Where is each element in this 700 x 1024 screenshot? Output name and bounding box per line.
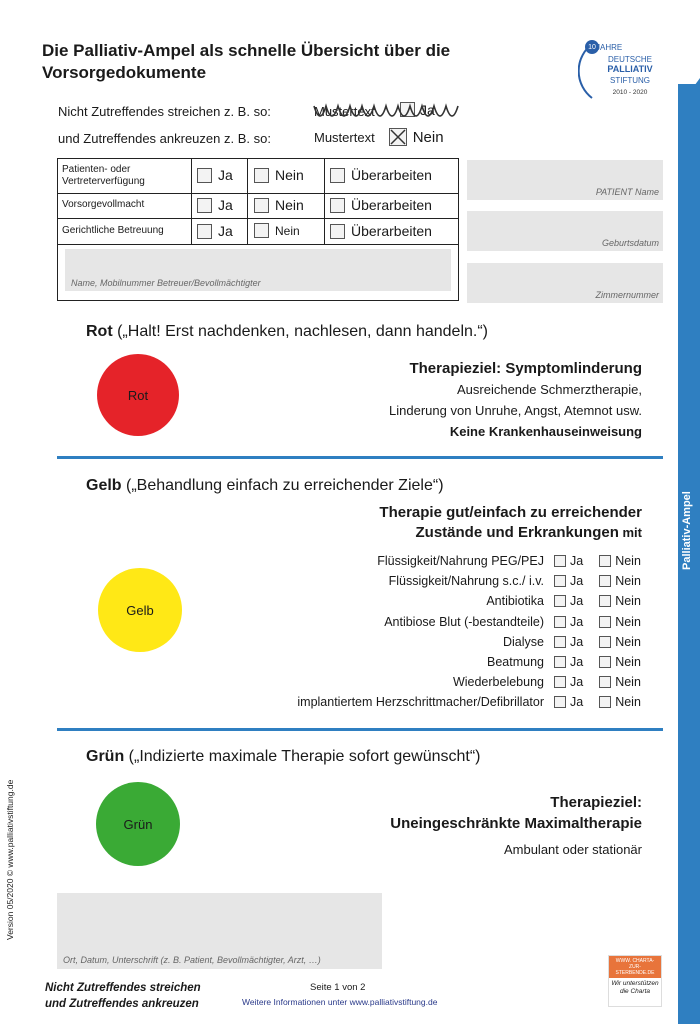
nein-checkbox[interactable]: [599, 575, 611, 587]
info-link[interactable]: Weitere Informationen unter www.palliativstiftung.de: [242, 997, 438, 1007]
ja-checkbox[interactable]: [554, 696, 566, 708]
yellow-traffic-light: Gelb: [98, 568, 182, 652]
list-item: Antibiotika Ja Nein: [486, 594, 641, 609]
ja-checkbox[interactable]: [197, 198, 212, 213]
room-number-field[interactable]: Zimmernummer: [467, 263, 663, 303]
charta-badge: WWW. CHARTA-ZUR- STERBENDE.DE Wir unterstützen die Charta: [608, 955, 662, 1007]
ja-checkbox[interactable]: [554, 595, 566, 607]
page-title: Die Palliativ-Ampel als schnelle Übersicht über die Vorsorgedokumente: [42, 41, 451, 82]
nein-checkbox[interactable]: [599, 696, 611, 708]
signature-field[interactable]: Ort, Datum, Unterschrift (z. B. Patient, Bevollmächtigter, Arzt, …): [57, 893, 382, 969]
therapy-label: implantiertem Herzschrittmacher/Defibrillator: [297, 695, 544, 710]
nein-checkbox[interactable]: [254, 198, 269, 213]
scribble-icon: [312, 96, 462, 126]
version-note: Version 05/2020 © www.palliativstiftung.de: [5, 779, 15, 940]
gelb-heading: Gelb („Behandlung einfach zu erreichender Ziele“): [86, 477, 444, 494]
list-item: Beatmung Ja Nein: [487, 655, 641, 669]
therapy-label: Antibiose Blut (-bestandteile): [384, 614, 544, 629]
document-table: [57, 158, 459, 301]
rot-description: Therapieziel: Symptomlinderung Ausreichende Schmerztherapie, Linderung von Unruhe, Angst, Atemnot usw. Keine Krankenhauseinweisung: [389, 360, 642, 439]
nein-checkbox[interactable]: [599, 676, 611, 688]
list-item: Dialyse Ja Nein: [503, 634, 641, 649]
strike-example: Mustertext Ja: [312, 96, 462, 126]
ja-checkbox[interactable]: [197, 224, 212, 239]
list-item: Wiederbelebung Ja Nein: [452, 675, 641, 690]
check-example: Mustertext Nein: [314, 128, 444, 146]
checked-box-icon: [389, 128, 407, 146]
birthdate-field[interactable]: Geburtsdatum: [467, 211, 663, 251]
nein-checkbox[interactable]: [599, 636, 611, 648]
therapy-label: Flüssigkeit/Nahrung PEG/PEJ: [377, 554, 544, 568]
legend-strike-label: Nicht Zutreffendes streichen z. B. so:: [58, 104, 271, 119]
page-number: Seite 1 von 2: [310, 982, 366, 993]
list-item: Flüssigkeit/Nahrung s.c./ i.v. Ja Nein: [388, 574, 641, 589]
betreuer-name-field[interactable]: Name, Mobilnummer Betreuer/Bevollmächtigter: [65, 249, 451, 291]
gruen-heading: Grün („Indizierte maximale Therapie sofort gewünscht“): [86, 748, 481, 765]
nein-checkbox[interactable]: [599, 656, 611, 668]
stiftung-logo: 10 JAHRE DEUTSCHE PALLIATIV STIFTUNG 2010 - 2020: [578, 36, 666, 108]
list-item: Antibiose Blut (-bestandteile) Ja Nein: [384, 614, 641, 629]
gruen-description: Therapieziel: Uneingeschränkte Maximaltherapie Ambulant oder stationär: [390, 794, 642, 857]
table-row: Patienten- oder Vertreterverfügung Ja Nein Überarbeiten: [58, 159, 458, 194]
sidebar-label: Palliativ-Ampel: [681, 491, 693, 570]
nein-checkbox[interactable]: [254, 168, 269, 183]
gelb-goal: Therapie gut/einfach zu erreichender Zustände und Erkrankungen mit: [379, 504, 642, 541]
therapy-label: Beatmung: [487, 655, 544, 669]
therapy-label: Antibiotika: [486, 594, 544, 609]
red-traffic-light: Rot: [97, 354, 179, 436]
table-row: Vorsorgevollmacht Ja Nein Überarbeiten: [58, 193, 458, 219]
rot-heading: Rot („Halt! Erst nachdenken, nachlesen, dann handeln.“): [86, 323, 488, 340]
table-row: Gerichtliche Betreuung Ja Nein Überarbeiten: [58, 218, 458, 245]
ja-checkbox[interactable]: [554, 616, 566, 628]
nein-checkbox[interactable]: [254, 223, 269, 238]
ja-checkbox[interactable]: [554, 656, 566, 668]
patient-name-field[interactable]: PATIENT Name: [467, 160, 663, 200]
nein-checkbox[interactable]: [599, 595, 611, 607]
therapy-label: Wiederbelebung: [452, 675, 544, 690]
nein-checkbox[interactable]: [599, 616, 611, 628]
ja-checkbox[interactable]: [554, 676, 566, 688]
ja-checkbox[interactable]: [554, 575, 566, 587]
therapy-label: Flüssigkeit/Nahrung s.c./ i.v.: [388, 574, 544, 589]
ueberarbeiten-checkbox[interactable]: [330, 198, 345, 213]
list-item: Flüssigkeit/Nahrung PEG/PEJ Ja Nein: [377, 554, 641, 568]
ja-checkbox[interactable]: [197, 168, 212, 183]
ueberarbeiten-checkbox[interactable]: [330, 168, 345, 183]
ja-checkbox[interactable]: [554, 555, 566, 567]
ueberarbeiten-checkbox[interactable]: [330, 224, 345, 239]
ja-checkbox[interactable]: [554, 636, 566, 648]
green-traffic-light: Grün: [96, 782, 180, 866]
nein-checkbox[interactable]: [599, 555, 611, 567]
legend-check-label: und Zutreffendes ankreuzen z. B. so:: [58, 131, 271, 146]
therapy-label: Dialyse: [503, 634, 544, 649]
list-item: implantiertem Herzschrittmacher/Defibrillator Ja Nein: [297, 695, 641, 710]
footer-note: Nicht Zutreffendes streichen und Zutreffendes ankreuzen: [45, 982, 201, 1010]
divider: [57, 456, 663, 459]
divider: [57, 728, 663, 731]
